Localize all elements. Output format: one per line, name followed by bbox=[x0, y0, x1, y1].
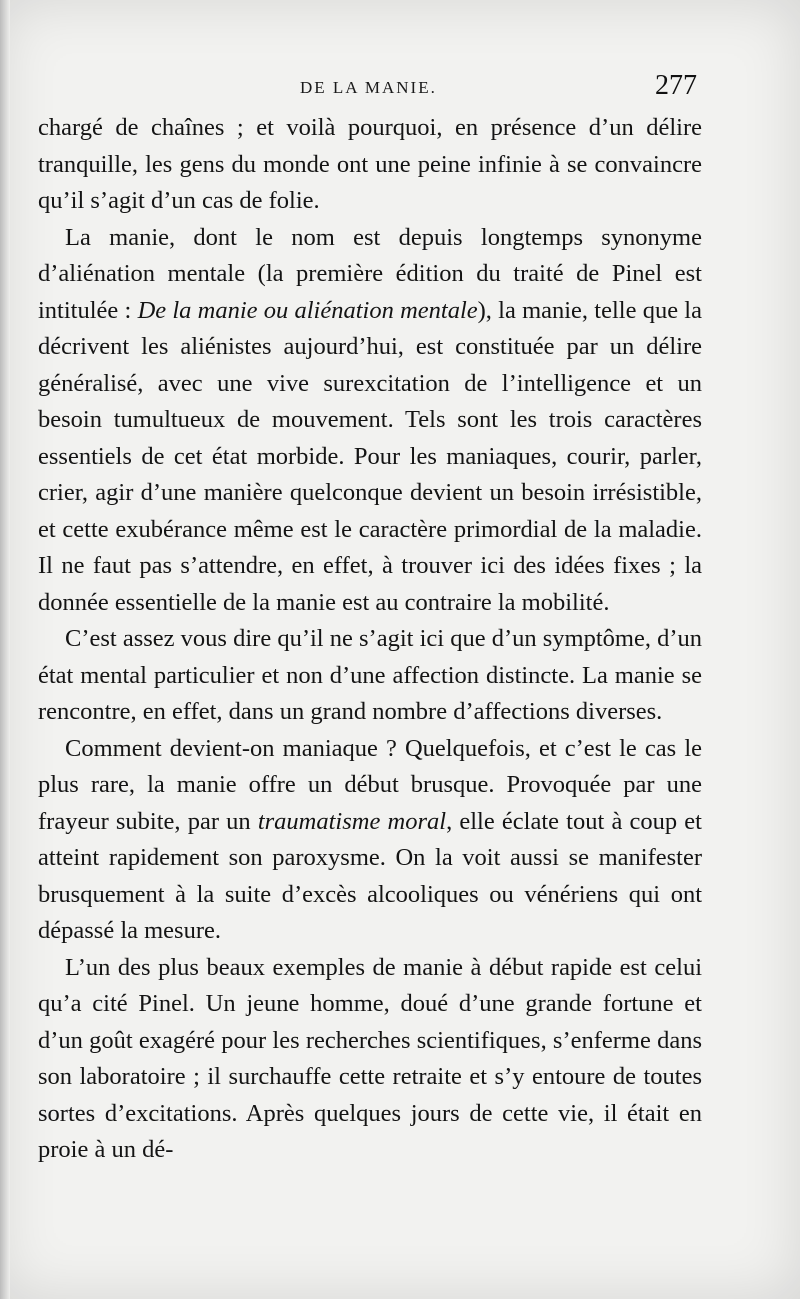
paragraph-text: La manie, dont le nom est depuis longtemps synonyme d’aliénation mentale (la première édition du traité de Pinel est intitulée : bbox=[38, 223, 702, 324]
paragraph bbox=[38, 731, 702, 950]
body-text bbox=[38, 110, 702, 1169]
running-title: DE LA MANIE. bbox=[300, 78, 437, 97]
paragraph-text: Comment devient-on maniaque ? Quelquefois, et c’est le cas le plus rare, la manie offre un début brusque. Provoquée par une frayeur subite, par un bbox=[38, 734, 702, 835]
italic-title-text: De la manie ou aliénation mentale bbox=[137, 296, 478, 324]
italic-title-text: traumatisme moral bbox=[257, 807, 447, 835]
paragraph-text: C’est assez vous dire qu’il ne s’agit ici que d’un symptôme, d’un état mental particulier et non d’une affection distincte. La manie se rencontre, en effet, dans un grand nombre d’affections diverses. bbox=[38, 625, 702, 725]
page-number: 277 bbox=[655, 70, 697, 101]
paragraph-text: chargé de chaînes ; et voilà pourquoi, en présence d’un délire tranquille, les gens du monde ont une peine infinie à se convaincre qu’il s’agit d’un cas de folie. bbox=[38, 114, 702, 214]
paragraph-text: L’un des plus beaux exemples de manie à début rapide est celui qu’a cité Pinel. Un jeune homme, doué d’une grande fortune et d’un goût exagéré pour les recherches scientifiques, s’enferme dans son laboratoire ; il surchauffe cette retraite et s’y entoure de toutes sortes d’excitations. Après quelques jours de cette vie, il était en proie à un dé- bbox=[38, 953, 702, 1163]
running-header bbox=[0, 70, 800, 106]
paragraph bbox=[38, 950, 702, 1169]
page-edge-shadow bbox=[0, 0, 10, 1299]
paragraph bbox=[38, 110, 702, 220]
paragraph bbox=[38, 220, 702, 622]
paragraph-text: , elle éclate tout à coup et atteint rapidement son paroxysme. On la voit aussi se manifester brusquement à la suite d’excès alcooliques ou vénériens qui ont dépassé la mesure. bbox=[38, 807, 702, 944]
paragraph bbox=[38, 621, 702, 731]
paragraph-text: ), la manie, telle que la décrivent les aliénistes aujourd’hui, est constituée par un délire généralisé, avec une vive surexcitation de l’intelligence et un besoin tumultueux de mouvement. Tels sont les trois caractères essentiels de cet état morbide. Pour les maniaques, courir, parler, crier, agir d’une manière quelconque devient un besoin irrésistible, et cette exubérance même est le caractère primordial de la maladie. Il ne faut pas s’attendre, en effet, à trouver ici des idées fixes ; la donnée essentielle de la manie est au contraire la mobilité. bbox=[38, 296, 702, 616]
